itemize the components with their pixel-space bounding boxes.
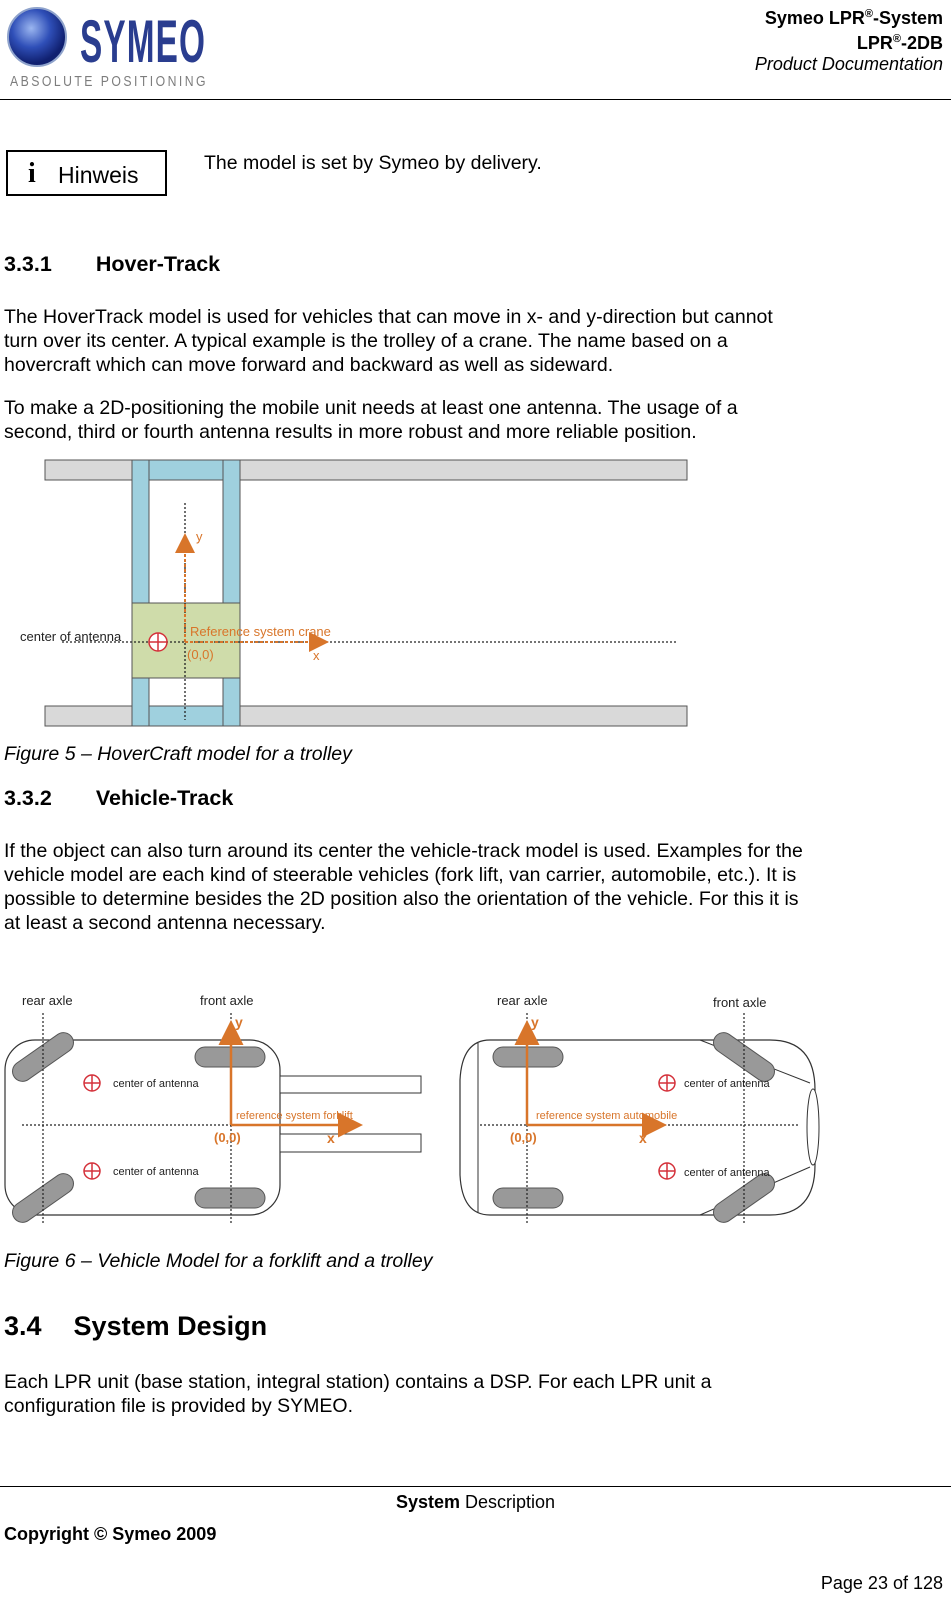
section-331-paragraph-2: To make a 2D-positioning the mobile unit needs at least one antenna. The usage of a second, third or fourth antenna results in more robust and more reliable position.	[4, 397, 738, 443]
antenna-icon	[84, 1075, 100, 1091]
fork-upper	[280, 1076, 421, 1093]
section-331-paragraph-1: The HoverTrack model is used for vehicles that can move in x- and y-direction but cannot turn over its center. A typical example is the trolley of a crane. The name based on a hovercraft which can move forward and backward as well as sideward.	[4, 306, 773, 376]
automobile-front-axle-label: front axle	[713, 995, 767, 1010]
section-332-heading: 3.3.2 Vehicle-Track	[4, 786, 234, 810]
symeo-logo	[4, 4, 214, 92]
hinweis-label: Hinweis	[58, 162, 139, 188]
section-34-heading: 3.4 System Design	[4, 1311, 268, 1341]
forklift-antenna-top-label: center of antenna	[113, 1078, 199, 1090]
forklift-front-axle-label: front axle	[200, 993, 254, 1008]
fork-lower	[280, 1134, 421, 1152]
header-title-line3: Product Documentation	[754, 54, 943, 74]
footer-document-type: System Description	[395, 1492, 556, 1512]
figure5-hovercraft-diagram	[0, 455, 700, 735]
header-title-line1: Symeo LPR®-System	[764, 8, 943, 28]
wheel-rear-bottom	[493, 1188, 563, 1208]
section-332-paragraph: If the object can also turn around its center the vehicle-track model is used. Examples for the vehicle model are each kind of steerable vehicles (fork lift, van carrier, automobile, etc.). It is possible to determine besides the 2D position also the orientation of the vehicle. For this it is at least a second antenna necessary.	[4, 840, 803, 934]
frame-bottom-crossbar	[149, 706, 223, 726]
section-34-paragraph: Each LPR unit (base station, integral station) contains a DSP. For each LPR unit a configuration file is provided by SYMEO.	[4, 1371, 712, 1417]
figure6-vehicle-diagram	[0, 985, 951, 1235]
antenna-icon	[149, 633, 167, 651]
antenna-icon	[84, 1163, 100, 1179]
note-text: The model is set by Symeo by delivery.	[204, 152, 542, 174]
figure6-caption: Figure 6 – Vehicle Model for a forklift and a trolley	[4, 1250, 433, 1272]
forklift-vehicle	[5, 1013, 421, 1226]
fig5-y-label: y	[196, 529, 203, 544]
frame-right-beam	[223, 460, 240, 726]
forklift-x-label: x	[327, 1130, 335, 1146]
header-divider	[0, 99, 951, 100]
logo-word: SYMEO	[80, 8, 206, 75]
automobile-antenna-top-label: center of antenna	[684, 1078, 770, 1090]
wheel-front-bottom	[195, 1188, 265, 1208]
fig5-reference-label: Reference system crane	[190, 624, 331, 639]
frame-top-crossbar	[149, 460, 223, 480]
header-title-line2: LPR®-2DB	[856, 33, 943, 53]
section-331-heading: 3.3.1 Hover-Track	[4, 252, 221, 276]
fig5-x-label: x	[313, 648, 320, 663]
automobile-x-label: x	[639, 1130, 647, 1146]
forklift-origin-label: (0,0)	[214, 1130, 241, 1145]
forklift-reference-label: reference system forklift	[236, 1110, 353, 1122]
figure5-caption: Figure 5 – HoverCraft model for a trolley	[4, 743, 352, 765]
header-title-block	[755, 4, 943, 75]
fig5-origin-label: (0,0)	[187, 647, 214, 662]
automobile-reference-label: reference system automobile	[536, 1110, 678, 1122]
forklift-y-label: y	[235, 1014, 243, 1030]
frame-left-beam	[132, 460, 149, 726]
automobile-rear-axle-label: rear axle	[497, 993, 548, 1008]
forklift-antenna-bottom-label: center of antenna	[113, 1166, 199, 1178]
logo-globe-icon	[8, 8, 66, 66]
automobile-origin-label: (0,0)	[510, 1130, 537, 1145]
info-icon: i	[28, 158, 36, 189]
automobile-y-label: y	[531, 1014, 539, 1030]
footer-divider	[0, 1486, 951, 1487]
fig5-center-of-antenna-label: center of antenna	[20, 629, 122, 644]
hinweis-box	[6, 150, 167, 196]
footer-page-number: Page 23 of 128	[820, 1573, 943, 1593]
antenna-icon	[659, 1075, 675, 1091]
forklift-rear-axle-label: rear axle	[22, 993, 73, 1008]
logo-tagline: ABSOLUTE POSITIONING	[10, 73, 208, 90]
antenna-icon	[659, 1163, 675, 1179]
footer-copyright: Copyright © Symeo 2009	[4, 1524, 217, 1544]
automobile-antenna-bottom-label: center of antenna	[684, 1167, 770, 1179]
